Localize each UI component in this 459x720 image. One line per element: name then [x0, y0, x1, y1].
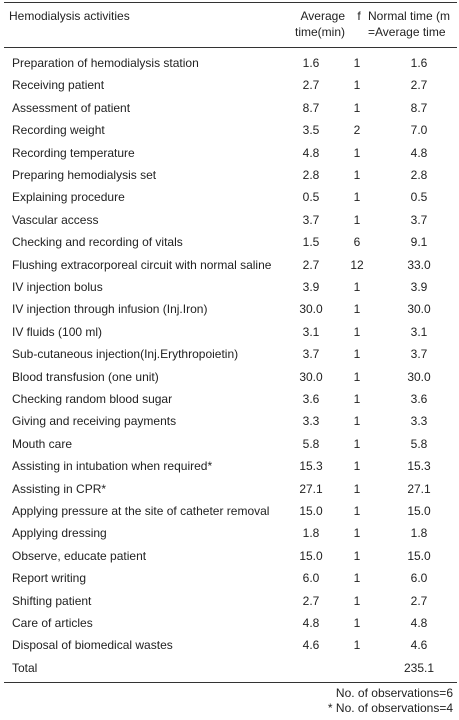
table-row — [0, 388, 459, 410]
activity-cell: IV fluids (100 ml) — [12, 324, 103, 339]
activity-cell: Disposal of biomedical wastes — [12, 638, 173, 653]
header-average-time-line2: time(min) — [295, 25, 345, 39]
activity-cell: Checking and recording of vitals — [12, 235, 183, 250]
table-row — [0, 231, 459, 253]
frequency-cell: 1 — [353, 100, 361, 115]
header-normal-time — [368, 8, 459, 40]
activity-cell: Giving and receiving payments — [12, 414, 177, 429]
table-row — [0, 522, 459, 544]
normal-time-cell: 3.9 — [410, 280, 428, 294]
normal-time-cell: 4.6 — [410, 638, 428, 653]
activity-cell: IV injection through infusion (Inj.Iron) — [12, 302, 208, 317]
activity-cell: Preparing hemodialysis set — [12, 168, 157, 182]
activity-cell: IV injection bolus — [12, 280, 103, 294]
normal-time-cell: 15.0 — [407, 504, 431, 518]
normal-time-cell: 235.1 — [403, 660, 435, 675]
average-time-cell: 3.9 — [302, 280, 320, 294]
activity-cell: Vascular access — [12, 212, 99, 227]
normal-time-cell: 8.7 — [410, 100, 428, 115]
table-row — [0, 97, 459, 119]
frequency-cell: 1 — [353, 571, 361, 586]
average-time-cell: 3.3 — [302, 414, 320, 429]
activity-cell: Applying dressing — [12, 526, 107, 541]
normal-time-cell: 6.0 — [410, 571, 428, 586]
normal-time-cell: 15.0 — [407, 548, 431, 563]
table-row — [0, 254, 459, 276]
normal-time-cell: 2.8 — [410, 168, 428, 182]
table-row — [0, 433, 459, 455]
table-row — [0, 612, 459, 634]
frequency-cell: 1 — [353, 481, 361, 496]
table-row — [0, 478, 459, 500]
frequency-cell: 1 — [353, 459, 361, 474]
normal-time-cell: 30.0 — [407, 369, 431, 384]
activity-cell: Recording temperature — [12, 145, 135, 160]
frequency-cell: 6 — [353, 235, 361, 250]
table-row — [0, 74, 459, 96]
normal-time-cell: 2.7 — [410, 78, 428, 93]
frequency-cell: 1 — [353, 212, 361, 227]
table-row — [0, 321, 459, 343]
normal-time-cell: 15.3 — [407, 459, 431, 474]
average-time-cell: 3.5 — [302, 123, 320, 138]
table-row — [0, 142, 459, 164]
activity-cell: Observe, educate patient — [12, 548, 147, 563]
top-rule — [4, 2, 457, 3]
frequency-cell: 1 — [353, 324, 361, 339]
average-time-cell: 15.3 — [299, 459, 323, 474]
activity-cell: Explaining procedure — [12, 190, 125, 205]
table-row — [0, 455, 459, 477]
frequency-cell: 1 — [353, 145, 361, 160]
frequency-cell: 1 — [353, 436, 361, 451]
average-time-cell: 4.8 — [302, 145, 320, 160]
header-normal-time-line1: Normal time (m — [368, 9, 451, 23]
average-time-cell: 5.8 — [302, 436, 320, 451]
header-rule — [4, 47, 457, 48]
activity-cell: Applying pressure at the site of catheter removal — [12, 504, 270, 518]
frequency-cell: 1 — [353, 78, 361, 93]
frequency-cell: 1 — [353, 526, 361, 541]
normal-time-cell: 33.0 — [407, 257, 431, 272]
header-normal-time-line2: =Average time — [368, 25, 446, 39]
bottom-rule — [4, 682, 457, 683]
normal-time-cell: 27.1 — [407, 481, 431, 496]
activity-cell: Report writing — [12, 571, 87, 586]
header-frequency: f — [357, 9, 361, 23]
normal-time-cell: 7.0 — [410, 123, 428, 138]
activity-cell: Assessment of patient — [12, 100, 131, 115]
normal-time-cell: 3.6 — [410, 392, 428, 406]
average-time-cell: 1.6 — [302, 56, 320, 70]
activity-cell: Assisting in CPR* — [12, 481, 107, 496]
average-time-cell: 8.7 — [302, 100, 320, 115]
average-time-cell: 3.6 — [302, 392, 320, 406]
frequency-cell: 1 — [353, 369, 361, 384]
total-row — [0, 657, 459, 679]
normal-time-cell: 4.8 — [410, 616, 428, 630]
average-time-cell: 0.5 — [302, 190, 320, 205]
average-time-cell: 15.0 — [299, 504, 323, 518]
average-time-cell: 27.1 — [299, 481, 323, 496]
table-notes — [328, 686, 453, 716]
table-row — [0, 567, 459, 589]
average-time-cell: 1.8 — [302, 526, 320, 541]
header-activity: Hemodialysis activities — [9, 9, 130, 23]
header-average-time — [285, 8, 345, 40]
frequency-cell: 2 — [353, 123, 361, 138]
table-row — [0, 298, 459, 320]
frequency-cell: 1 — [353, 168, 361, 182]
average-time-cell: 2.7 — [302, 593, 320, 608]
activity-cell: Sub-cutaneous injection(Inj.Erythropoietin) — [12, 347, 239, 362]
frequency-cell: 1 — [353, 414, 361, 429]
activity-cell: Care of articles — [12, 616, 93, 630]
average-time-cell: 2.7 — [302, 257, 320, 272]
normal-time-cell: 4.8 — [410, 145, 428, 160]
header-average-time-line1: Average — [300, 9, 345, 23]
normal-time-cell: 1.8 — [410, 526, 428, 541]
activity-cell: Mouth care — [12, 436, 73, 451]
average-time-cell: 2.7 — [302, 78, 320, 93]
activity-cell: Blood transfusion (one unit) — [12, 369, 159, 384]
table-row — [0, 52, 459, 74]
frequency-cell: 12 — [350, 257, 364, 272]
activity-cell: Receiving patient — [12, 78, 105, 93]
average-time-cell: 15.0 — [299, 548, 323, 563]
frequency-cell: 1 — [353, 347, 361, 362]
activity-cell: Shifting patient — [12, 593, 92, 608]
activity-cell: Preparation of hemodialysis station — [12, 56, 199, 70]
table-row — [0, 209, 459, 231]
frequency-cell: 1 — [353, 302, 361, 317]
average-time-cell: 2.8 — [302, 168, 320, 182]
table-row — [0, 164, 459, 186]
average-time-cell: 3.7 — [302, 212, 320, 227]
frequency-cell: 1 — [353, 56, 361, 70]
table-row — [0, 366, 459, 388]
note-observations: No. of observations=6 — [335, 686, 453, 700]
table-row — [0, 119, 459, 141]
frequency-cell: 1 — [353, 638, 361, 653]
frequency-cell: 1 — [353, 548, 361, 563]
table-row — [0, 500, 459, 522]
average-time-cell: 3.7 — [302, 347, 320, 362]
average-time-cell: 4.8 — [302, 616, 320, 630]
average-time-cell: 3.1 — [302, 324, 320, 339]
normal-time-cell: 0.5 — [410, 190, 428, 205]
table-row — [0, 410, 459, 432]
table-row — [0, 186, 459, 208]
average-time-cell: 4.6 — [302, 638, 320, 653]
average-time-cell: 30.0 — [299, 369, 323, 384]
frequency-cell: 1 — [353, 190, 361, 205]
normal-time-cell: 9.1 — [410, 235, 428, 250]
frequency-cell: 1 — [353, 504, 361, 518]
normal-time-cell: 30.0 — [407, 302, 431, 317]
average-time-cell: 1.5 — [302, 235, 320, 250]
activity-cell: Assisting in intubation when required* — [12, 459, 213, 474]
average-time-cell: 6.0 — [302, 571, 320, 586]
frequency-cell: 1 — [353, 280, 361, 294]
normal-time-cell: 5.8 — [410, 436, 428, 451]
normal-time-cell: 3.7 — [410, 347, 428, 362]
normal-time-cell: 2.7 — [410, 593, 428, 608]
table-row — [0, 276, 459, 298]
activity-cell: Checking random blood sugar — [12, 392, 173, 406]
activity-cell: Flushing extracorporeal circuit with normal saline — [12, 257, 272, 272]
frequency-cell: 1 — [353, 392, 361, 406]
table-row — [0, 545, 459, 567]
activity-cell: Recording weight — [12, 123, 105, 138]
normal-time-cell: 3.1 — [410, 324, 428, 339]
activity-cell: Total — [12, 660, 38, 675]
normal-time-cell: 1.6 — [410, 56, 428, 70]
table-row — [0, 634, 459, 656]
normal-time-cell: 3.3 — [410, 414, 428, 429]
frequency-cell: 1 — [353, 616, 361, 630]
note-observations-asterisk: * No. of observations=4 — [327, 701, 453, 715]
average-time-cell: 30.0 — [299, 302, 323, 317]
table-row — [0, 343, 459, 365]
frequency-cell: 1 — [353, 593, 361, 608]
table-row — [0, 590, 459, 612]
normal-time-cell: 3.7 — [410, 212, 428, 227]
